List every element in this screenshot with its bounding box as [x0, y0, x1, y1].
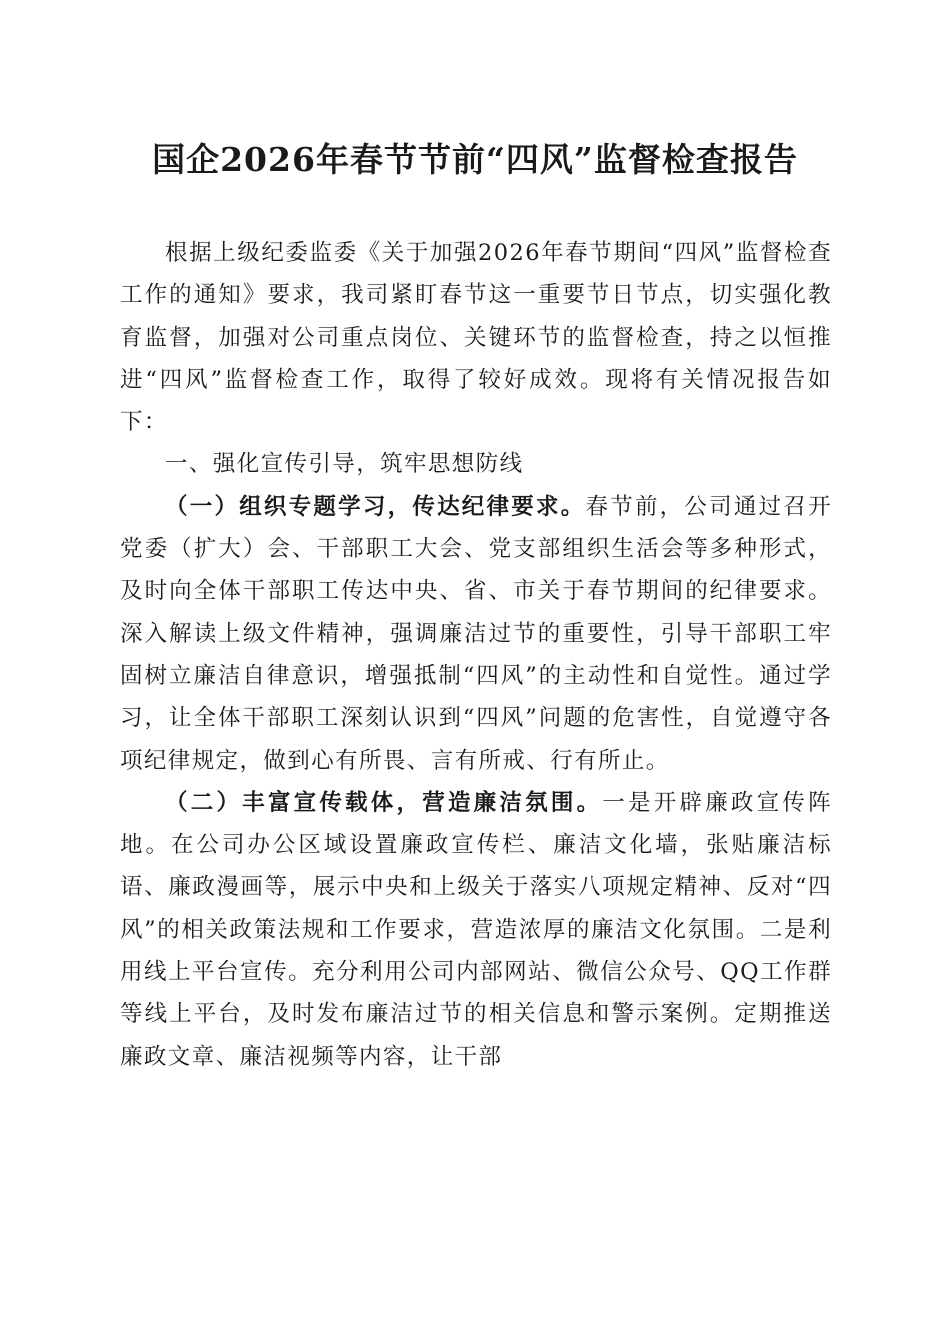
- paragraph-1-text: 春节前，公司通过召开党委（扩大）会、干部职工大会、党支部组织生活会等多种形式，及时向全体干部职工传达中央、省、市关于春节期间的纪律要求。深入解读上级文件精神，强调廉洁过节的重要性，引导干部职工牢固树立廉洁自律意识，增强抵制“四风”的主动性和自觉性。通过学习，让全体干部职工深刻认识到“四风”问题的危害性，自觉遵守各项纪律规定，做到心有所畏、言有所戒、行有所止。: [120, 493, 832, 774]
- subheading-2: （二）丰富宣传载体，营造廉洁氛围。: [165, 789, 603, 816]
- document-title: 国企2026年春节节前“四风”监督检查报告: [152, 140, 798, 179]
- section-heading-1: 一、强化宣传引导，筑牢思想防线: [165, 451, 524, 478]
- subheading-1: （一）组织专题学习，传达纪律要求。: [165, 493, 586, 520]
- paragraph-2-text: 一是开辟廉政宣传阵地。在公司办公区域设置廉政宣传栏、廉洁文化墙，张贴廉洁标语、廉政漫画等，展示中央和上级关于落实八项规定精神、反对“四风”的相关政策法规和工作要求，营造浓厚的廉洁文化氛围。二是利用线上平台宣传。充分利用公司内部网站、微信公众号、QQ工作群等线上平台，及时发布廉洁过节的相关信息和警示案例。定期推送廉政文章、廉洁视频等内容，让干部: [120, 789, 832, 1070]
- intro-paragraph: 根据上级纪委监委《关于加强2026年春节期间“四风”监督检查工作的通知》要求，我司紧盯春节这一重要节日节点，切实强化教育监督，加强对公司重点岗位、关键环节的监督检查，持之以恒推进“四风”监督检查工作，取得了较好成效。现将有关情况报告如下：: [120, 240, 832, 436]
- body-paragraph-2: [120, 782, 832, 1078]
- document-body: [120, 232, 832, 1078]
- body-paragraph-1: [120, 486, 832, 782]
